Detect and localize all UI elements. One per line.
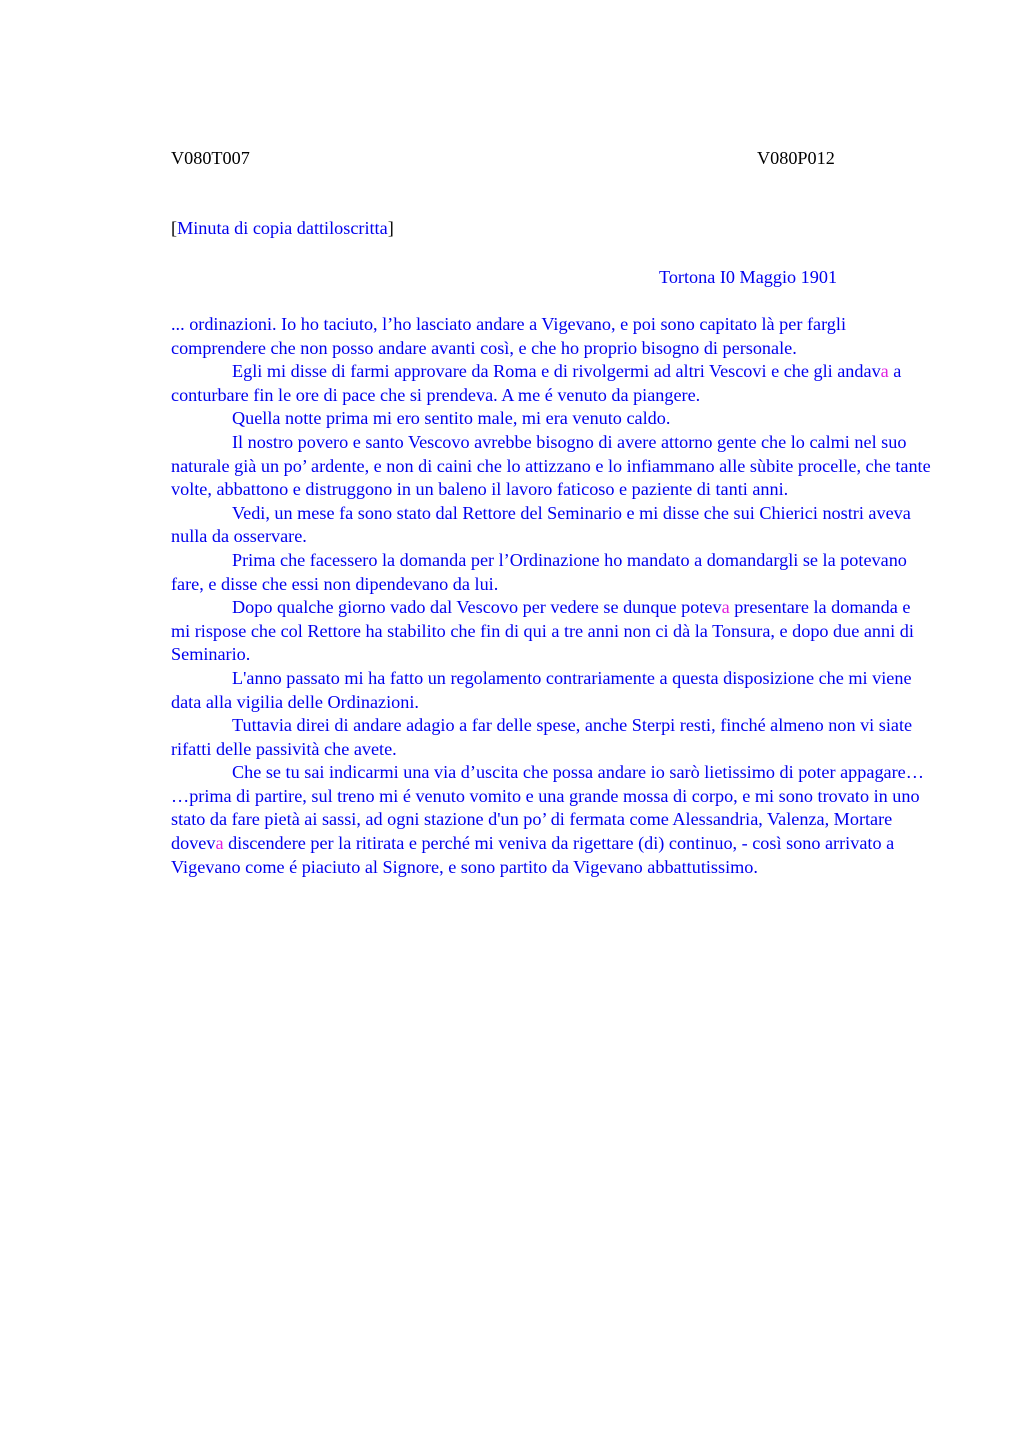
letter-body (171, 313, 931, 879)
correction-mark: a (215, 833, 224, 854)
correction-mark: a (880, 361, 889, 382)
paragraph: Egli mi disse di farmi approvare da Roma e di rivolgermi ad altri Vescovi e che gli andava a conturbare fin le ore di pace che si prendeva. A me é venuto da piangere. (171, 361, 902, 405)
paragraph: ... ordinazioni. Io ho taciuto, l’ho lasciato andare a Vigevano, e poi sono capitato là per fargli comprendere che non posso andare avanti così, e che ho proprio bisogno di personale. (171, 314, 846, 358)
open-bracket: [ (171, 218, 178, 238)
paragraph: Che se tu sai indicarmi una via d’uscita che possa andare io sarò lietissimo di poter appagare… (232, 762, 924, 783)
paragraph: Vedi, un mese fa sono stato dal Rettore del Seminario e mi disse che sui Chierici nostri aveva nulla da osservare. (171, 502, 911, 547)
paragraph: Prima che facessero la domanda per l’Ordinazione ho mandato a domandargli se la potevano fare, e disse che essi non dipendevano da lui. (171, 549, 907, 594)
paragraph: Quella notte prima mi ero sentito male, mi era venuto caldo. (232, 408, 671, 429)
paragraph: Dopo qualche giorno vado dal Vescovo per vedere se dunque poteva presentare la domanda e mi rispose che col Rettore ha stabilito che fin di qui a tre anni non ci dà la Tonsura, e dopo due anni di Seminario. (171, 597, 914, 665)
paragraph: Il nostro povero e santo Vescovo avrebbe bisogno di avere attorno gente che lo calmi nel suo naturale già un po’ ardente, e non di caini che lo attizzano e lo infiammano alle sùbite procelle, che tante volte, abbattono e distruggono in un baleno il lavoro faticoso e paziente di tanti anni. (171, 431, 931, 500)
close-bracket: ] (387, 218, 394, 238)
document-type-note (171, 217, 394, 241)
letter-date: Tortona I0 Maggio 1901 (659, 267, 838, 287)
document-code-right: V080P012 (757, 148, 835, 168)
document-code-left: V080T007 (171, 148, 250, 168)
document-type-label: Minuta di copia dattiloscritta (177, 218, 388, 238)
paragraph: Tuttavia direi di andare adagio a far delle spese, anche Sterpi resti, finché almeno non vi siate rifatti delle passività che avete. (171, 715, 913, 759)
paragraph: L'anno passato mi ha fatto un regolamento contrariamente a questa disposizione che mi viene data alla vigilia delle Ordinazioni. (171, 667, 912, 712)
paragraph: …prima di partire, sul treno mi é venuto vomito e una grande mossa di corpo, e mi sono trovato in uno stato da fare pietà ai sassi, ad ogni stazione d'un po’ di fermata come Alessandria, Valenza, Mortare doveva discendere per la ritirata e perché mi veniva da rigettare (di) continuo, - così sono arrivato a Vigevano come é piaciuto al Signore, e sono partito da Vigevano abbattutissimo. (171, 785, 920, 877)
correction-mark: a (721, 597, 730, 618)
